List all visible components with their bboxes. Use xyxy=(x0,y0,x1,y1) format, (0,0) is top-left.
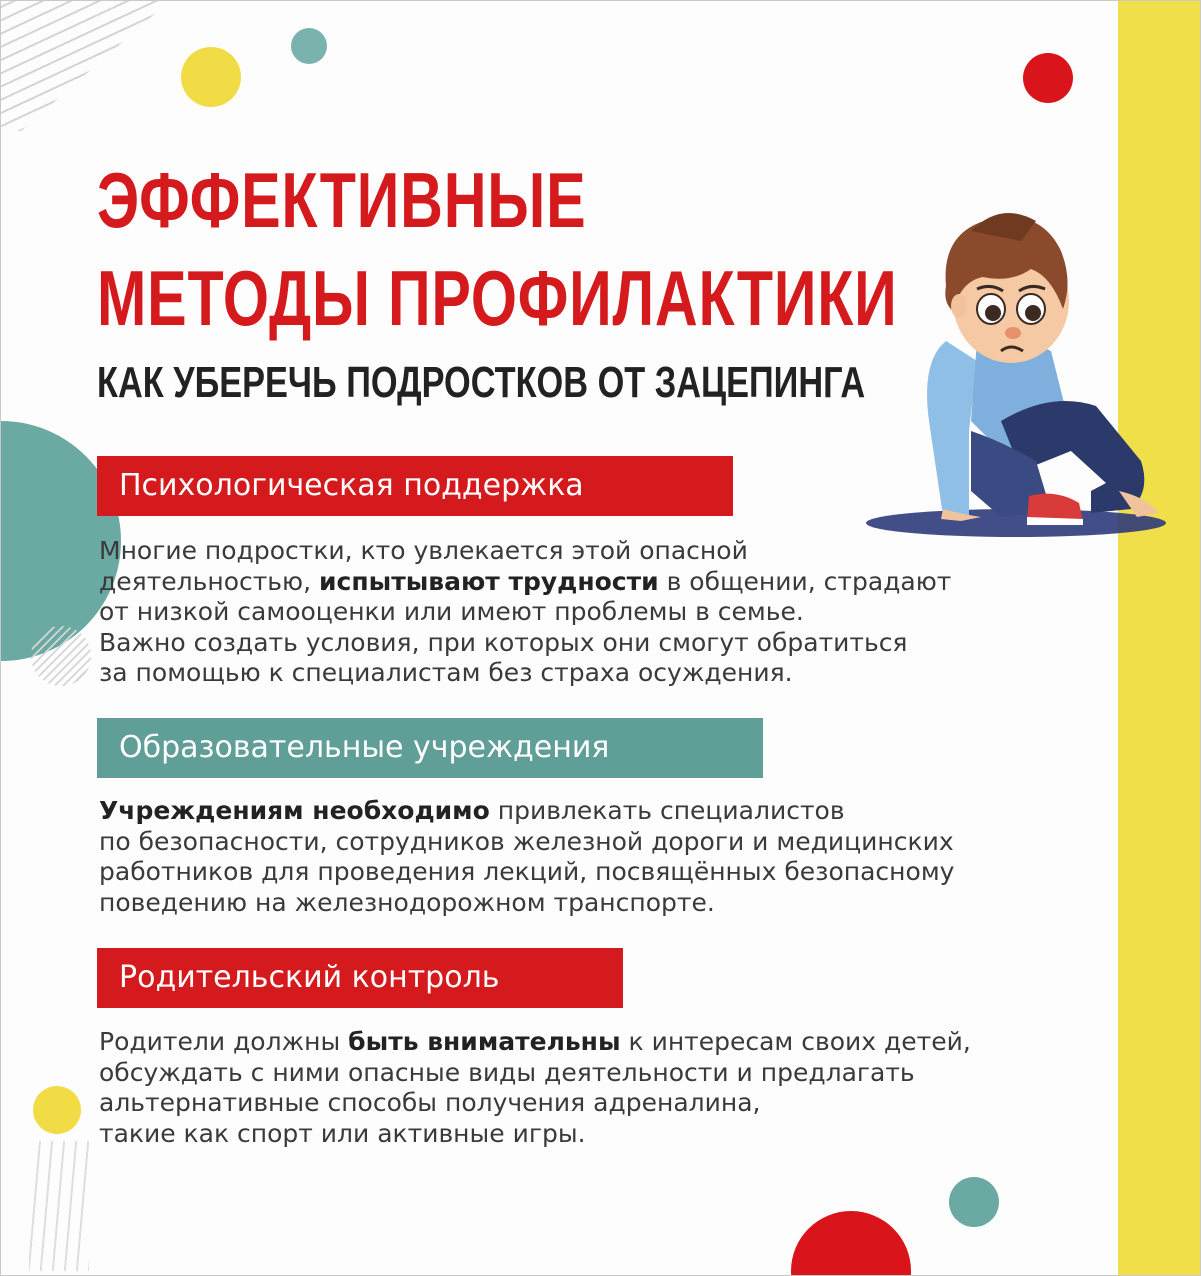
paragraph-educational-institutions xyxy=(99,796,1169,918)
text-line: такие как спорт или активные игры. xyxy=(99,1118,586,1148)
yellow-dot-decoration xyxy=(181,47,241,107)
red-circle-bottom-decoration xyxy=(791,1211,911,1276)
text-line: Многие подростки, кто увлекается этой опасной xyxy=(99,536,748,565)
text-line: Родители должны быть внимательны к интересам своих детей, xyxy=(99,1027,971,1056)
heading-parental-control: Родительский контроль xyxy=(97,948,623,1008)
teal-dot-bottom-decoration xyxy=(949,1177,999,1227)
dotted-lines-decoration xyxy=(29,1141,89,1271)
red-dot-decoration xyxy=(1023,53,1073,103)
paragraph-parental-control xyxy=(99,1027,1169,1149)
text-line: за помощью к специалистам без страха осуждения. xyxy=(99,658,793,687)
text-line: от низкой самооценки или имеют проблемы в семье. xyxy=(99,597,804,626)
page-subtitle: КАК УБЕРЕЧЬ ПОДРОСТКОВ ОТ ЗАЦЕПИНГА xyxy=(97,358,866,407)
sad-boy-illustration xyxy=(851,191,1181,541)
text-line: альтернативные способы получения адреналина, xyxy=(99,1088,761,1117)
paragraph-psychological-support xyxy=(99,536,1169,689)
title-line-2: МЕТОДЫ ПРОФИЛАКТИКИ xyxy=(97,254,898,342)
hatch-lines-decoration xyxy=(0,0,181,131)
yellow-dot-bottom-decoration xyxy=(33,1086,81,1134)
text-line: Важно создать условия, при которых они смогут обратиться xyxy=(99,627,908,657)
text-line: по безопасности, сотрудников железной дороги и медицинских xyxy=(99,826,954,856)
hatched-circle-decoration xyxy=(31,626,91,686)
heading-educational-institutions: Образовательные учреждения xyxy=(97,718,763,778)
text-line: работников для проведения лекций, посвящённых безопасному xyxy=(99,857,955,886)
page-title xyxy=(97,151,898,347)
teal-dot-decoration xyxy=(291,28,327,64)
title-line-1: ЭФФЕКТИВНЫЕ xyxy=(97,156,587,244)
text-line: обсуждать с ними опасные виды деятельности и предлагать xyxy=(99,1057,915,1087)
heading-psychological-support: Психологическая поддержка xyxy=(97,456,733,516)
text-line: поведению на железнодорожном транспорте. xyxy=(99,887,715,917)
text-line: Учреждениям необходимо привлекать специалистов xyxy=(99,796,845,825)
text-line: деятельностью, испытывают трудности в общении, страдают xyxy=(99,566,952,596)
